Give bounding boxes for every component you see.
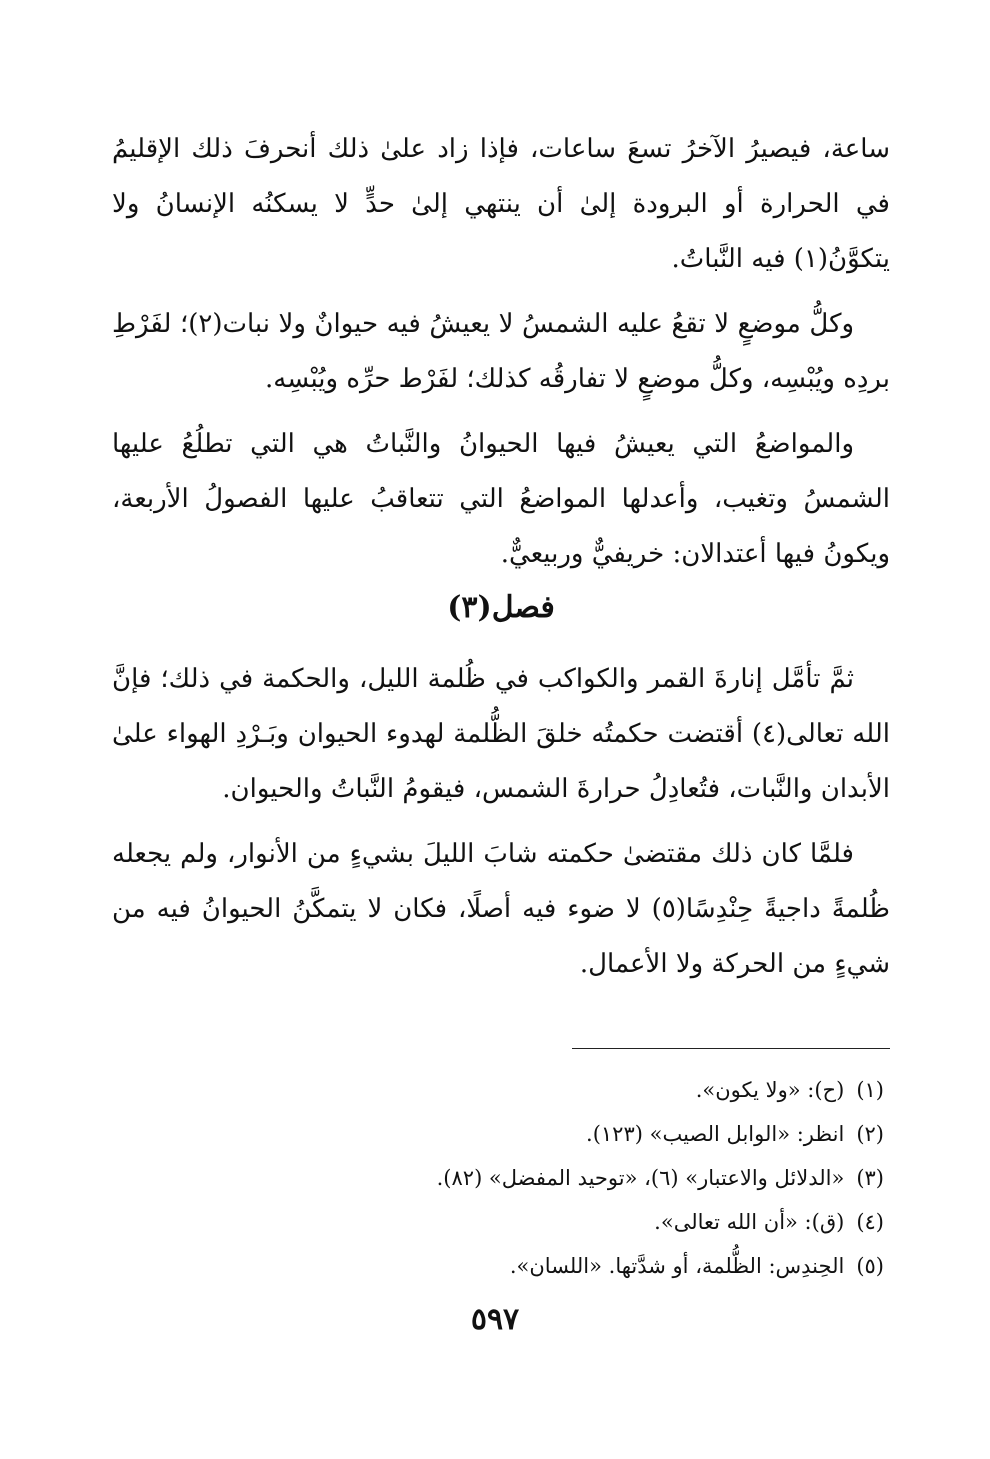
body-text-bottom <box>112 652 890 992</box>
paragraph-2: وكلُّ موضعٍ لا تقعُ عليه الشمسُ لا يعيشُ فيه حيوانٌ ولا نبات(٢)؛ لفَرْطِ بردِه ويُبْسِه، وكلُّ موضعٍ لا تفارقُه كذلك؛ لفَرْط حرِّه ويُبْسِه. <box>112 309 890 394</box>
paragraph-1: ساعة، فيصيرُ الآخرُ تسعَ ساعات، فإذا زاد علىٰ ذلك أنحرفَ ذلك الإقليمُ في الحرارة أو البرودة إلىٰ أن ينتهي إلىٰ حدٍّ لا يسكنُه الإنسانُ ولا يتكوَّنُ(١) فيه النَّباتُ. <box>112 134 890 274</box>
footnote-text: انظر: «الوابل الصيب» (١٢٣). <box>586 1122 845 1146</box>
footnote-number: (١) <box>856 1078 884 1102</box>
footnotes <box>112 1068 890 1288</box>
footnote-text: (ح): «ولا يكون». <box>695 1078 845 1102</box>
footnote-number: (٤) <box>856 1210 884 1234</box>
footnote-text: الحِندِس: الظُّلمة، أو شدَّتها. «اللسان». <box>509 1254 845 1278</box>
footnote-item <box>112 1200 890 1244</box>
footnote-item <box>112 1112 890 1156</box>
footnote-text: (ق): «أن الله تعالى». <box>654 1210 845 1234</box>
footnote-number: (٣) <box>856 1166 884 1190</box>
footnote-item <box>112 1244 890 1288</box>
section-heading: فصل(٣) <box>447 590 555 625</box>
paragraph-5: فلمَّا كان ذلك مقتضىٰ حكمته شابَ الليلَ بشيءٍ من الأنوار، ولم يجعله ظُلمةً داجيةً حِنْدِسًا(٥) لا ضوء فيه أصلًا، فكان لا يتمكَّنُ الحيوانُ فيه من شيءٍ من الحركة ولا الأعمال. <box>112 839 890 979</box>
paragraph-4: ثمَّ تأمَّل إنارةَ القمر والكواكب في ظُلمة الليل، والحكمة في ذلك؛ فإنَّ الله تعالى(٤) أقتضت حكمتُه خلقَ الظُّلمة لهدوء الحيوان وبَـرْدِ الهواء علىٰ الأبدان والنَّبات، فتُعادِلُ حرارةَ الشمس، فيقومُ النَّباتُ والحيوان. <box>112 664 890 804</box>
page-number: ٥٩٧ <box>470 1302 520 1337</box>
body-text-top <box>112 122 890 582</box>
footnote-text: «الدلائل والاعتبار» (٦)، «توحيد المفضل» (٨٢). <box>436 1166 845 1190</box>
footnote-number: (٥) <box>856 1254 884 1278</box>
footnote-item <box>112 1068 890 1112</box>
footnote-number: (٢) <box>856 1122 884 1146</box>
footnote-item <box>112 1156 890 1200</box>
paragraph-3: والمواضعُ التي يعيشُ فيها الحيوانُ والنَّباتُ هي التي تطلُعُ عليها الشمسُ وتغيب، وأعدلها المواضعُ التي تتعاقبُ عليها الفصولُ الأربعة، ويكونُ فيها أعتدالان: خريفيٌّ وربيعيٌّ. <box>112 429 890 569</box>
footnote-divider <box>572 1048 890 1049</box>
